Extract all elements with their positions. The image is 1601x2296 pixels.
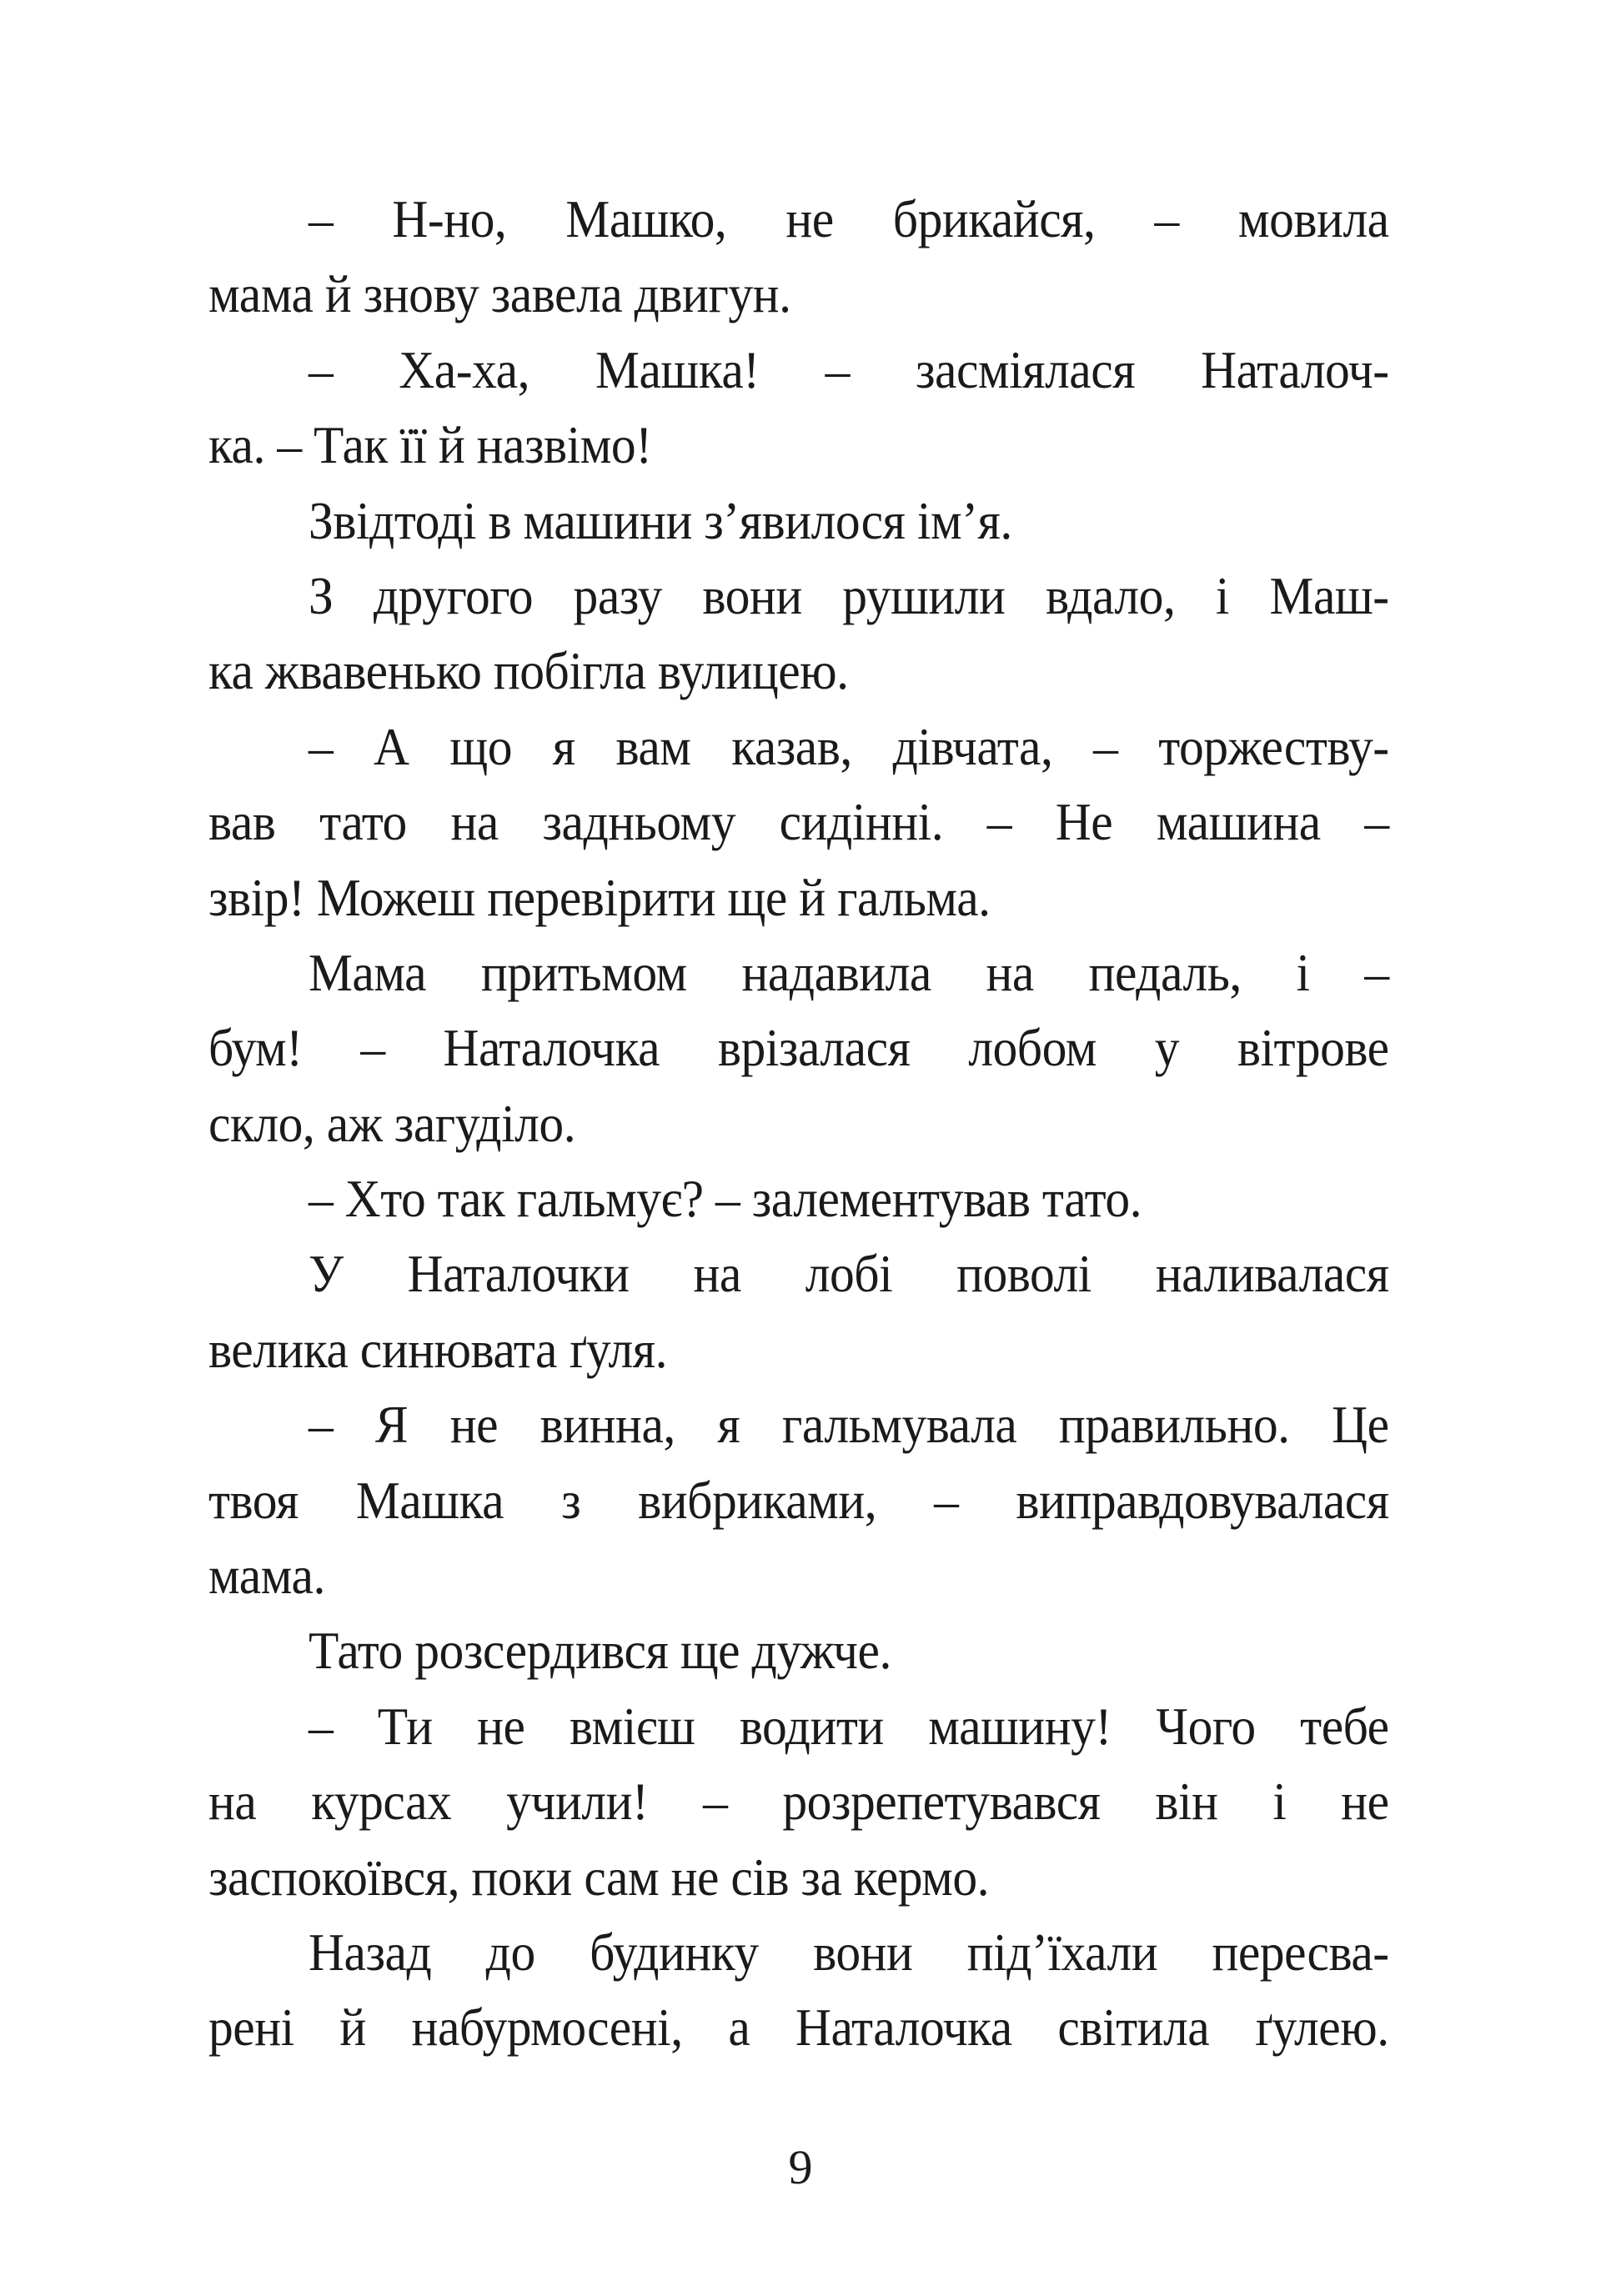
text-line: ка. – Так її й назвімо! (208, 415, 652, 475)
text-line: мама. (208, 1546, 325, 1606)
text-line: – Ти не вмієш водити машину! Чого тебе (308, 1696, 1389, 1756)
text-line: звір! Можеш перевірити ще й гальма. (208, 867, 991, 927)
text-line: Назад до будинку вони під’їхали пересва- (308, 1922, 1389, 1982)
text-line: бум! – Наталочка врізалася лобом у вітрове (208, 1018, 1389, 1078)
text-line: Тато розсердився ще дужче. (308, 1621, 891, 1681)
text-line: – Я не винна, я гальмувала правильно. Це (308, 1395, 1389, 1455)
text-line: У Наталочки на лобі поволі наливалася (308, 1244, 1389, 1304)
text-line: – Ха-ха, Машка! – засміялася Наталоч- (308, 339, 1389, 399)
text-line: скло, аж загуділо. (208, 1093, 576, 1153)
text-line: велика синювата ґуля. (208, 1319, 668, 1379)
page-body-text (208, 182, 1389, 2066)
text-line: – Хто так гальмує? – залементував тато. (308, 1169, 1142, 1229)
text-line: твоя Машка з вибриками, – виправдовувалася (208, 1470, 1389, 1530)
text-line: – Н-но, Машко, не брикайся, – мовила (308, 189, 1389, 248)
text-line: ка жвавенько побігла вулицею. (208, 641, 849, 701)
text-line: Мама притьмом надавила на педаль, і – (308, 942, 1389, 1002)
text-line: заспокоївся, поки сам не сів за кермо. (208, 1847, 990, 1907)
text-line: вав тато на задньому сидінні. – Не машина – (208, 792, 1389, 852)
text-line: мама й знову завела двигун. (208, 264, 791, 324)
text-line: З другого разу вони рушили вдало, і Маш- (308, 565, 1389, 625)
text-line: на курсах учили! – розрепетувався він і не (208, 1772, 1389, 1832)
text-line: рені й набурмосені, а Наталочка світила ґулею. (208, 1998, 1389, 2058)
text-line: Звідтоді в машини з’явилося ім’я. (308, 490, 1012, 550)
page-number: 9 (788, 2140, 813, 2194)
text-line: – А що я вам казав, дівчата, – торжеству- (308, 716, 1389, 776)
